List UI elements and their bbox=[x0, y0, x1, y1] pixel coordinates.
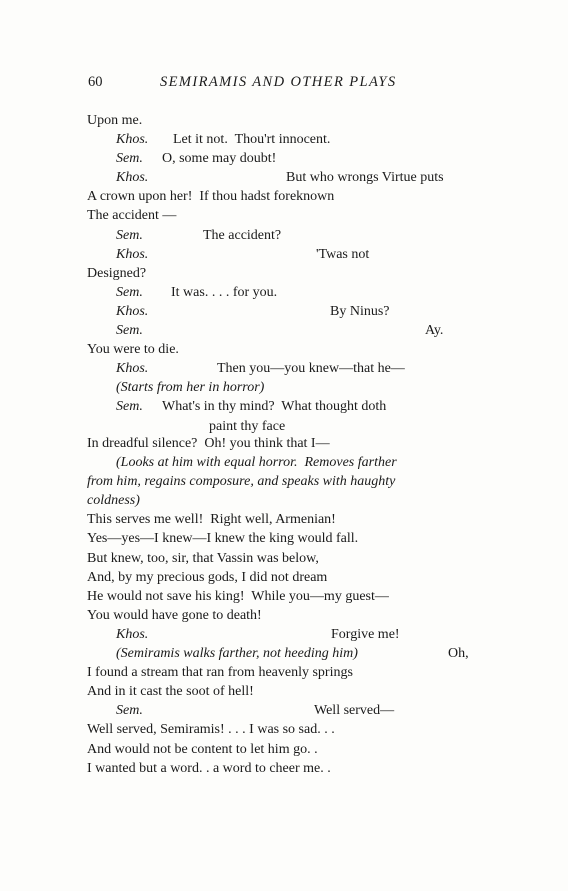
dialogue-text: Yes—yes—I knew—I knew the king would fall. bbox=[87, 531, 359, 547]
text-line bbox=[87, 682, 502, 701]
dialogue-text: Designed? bbox=[87, 265, 147, 281]
text-line bbox=[87, 283, 502, 302]
text-line bbox=[87, 111, 502, 130]
text-line bbox=[87, 701, 502, 720]
text-line bbox=[87, 130, 502, 149]
text-line bbox=[87, 720, 502, 739]
dialogue-text: paint thy face bbox=[209, 418, 286, 434]
text-line bbox=[87, 417, 502, 435]
speaker-name: Khos. bbox=[116, 626, 149, 642]
text-line bbox=[87, 587, 502, 606]
speaker-name: Sem. bbox=[116, 151, 143, 167]
text-line bbox=[87, 453, 502, 472]
speaker-name: Sem. bbox=[116, 227, 143, 243]
dialogue-text: You would have gone to death! bbox=[87, 607, 262, 623]
stage-direction: coldness) bbox=[87, 493, 140, 509]
text-line bbox=[87, 226, 502, 245]
page-number: 60 bbox=[88, 74, 103, 90]
dialogue-text: But who wrongs Virtue puts bbox=[286, 170, 444, 186]
dialogue-text: In dreadful silence? Oh! you think that I— bbox=[87, 436, 330, 451]
text-line bbox=[87, 759, 502, 778]
dialogue-text: Upon me. bbox=[87, 113, 143, 128]
dialogue-text: Forgive me! bbox=[331, 626, 400, 642]
play-text bbox=[87, 111, 502, 778]
text-line bbox=[87, 206, 502, 225]
text-line bbox=[87, 549, 502, 568]
dialogue-text: Let it not. Thou'rt innocent. bbox=[173, 132, 331, 148]
dialogue-text: It was. . . . for you. bbox=[171, 284, 278, 300]
dialogue-text: O, some may doubt! bbox=[162, 151, 277, 167]
dialogue-text: Oh, bbox=[448, 646, 469, 662]
stage-direction: (Looks at him with equal horror. Removes farther bbox=[116, 455, 397, 471]
dialogue-text: I found a stream that ran from heavenly springs bbox=[87, 665, 353, 681]
dialogue-text: This serves me well! Right well, Armenian! bbox=[87, 512, 336, 528]
dialogue-text: A crown upon her! If thou hadst foreknown bbox=[87, 189, 335, 205]
text-line bbox=[87, 340, 502, 359]
page-header bbox=[0, 74, 568, 92]
running-title: SEMIRAMIS AND OTHER PLAYS bbox=[160, 74, 397, 90]
speaker-name: (Semiramis walks farther, not heeding him) bbox=[116, 646, 358, 662]
text-line bbox=[87, 168, 502, 187]
dialogue-text: 'Twas not bbox=[316, 246, 370, 262]
speaker-name: Khos. bbox=[116, 132, 149, 148]
speaker-name: Khos. bbox=[116, 303, 149, 319]
text-line bbox=[87, 472, 502, 491]
text-line bbox=[87, 491, 502, 510]
text-line bbox=[87, 434, 502, 453]
speaker-name: Sem. bbox=[116, 703, 143, 719]
speaker-name: Khos. bbox=[116, 361, 149, 377]
speaker-name: Sem. bbox=[116, 399, 143, 415]
dialogue-text: Ay. bbox=[425, 323, 444, 339]
stage-direction: (Starts from her in horror) bbox=[116, 380, 265, 396]
speaker-name: Sem. bbox=[116, 323, 143, 339]
dialogue-text: The accident? bbox=[203, 227, 282, 243]
text-line bbox=[87, 149, 502, 168]
dialogue-text: And in it cast the soot of hell! bbox=[87, 684, 254, 700]
dialogue-text: What's in thy mind? What thought doth bbox=[162, 399, 387, 415]
dialogue-text: But knew, too, sir, that Vassin was below, bbox=[87, 550, 319, 566]
dialogue-text: Well served, Semiramis! . . . I was so sad. . . bbox=[87, 722, 335, 738]
text-line bbox=[87, 568, 502, 587]
dialogue-text: You were to die. bbox=[87, 342, 179, 358]
text-line bbox=[87, 663, 502, 682]
speaker-name: Khos. bbox=[116, 170, 149, 186]
speaker-name: Sem. bbox=[116, 284, 143, 300]
dialogue-text: The accident — bbox=[87, 208, 177, 224]
text-line bbox=[87, 625, 502, 644]
text-line bbox=[87, 606, 502, 625]
text-line bbox=[87, 644, 502, 663]
text-line bbox=[87, 245, 502, 264]
dialogue-text: And would not be content to let him go. . bbox=[87, 741, 318, 757]
text-line bbox=[87, 378, 502, 397]
dialogue-text: By Ninus? bbox=[330, 303, 390, 319]
text-line bbox=[87, 264, 502, 283]
stage-direction: from him, regains composure, and speaks with haughty bbox=[87, 474, 396, 490]
text-line bbox=[87, 740, 502, 759]
text-line bbox=[87, 302, 502, 321]
text-line bbox=[87, 187, 502, 206]
text-line bbox=[87, 510, 502, 529]
dialogue-text: He would not save his king! While you—my guest— bbox=[87, 588, 389, 604]
text-line bbox=[87, 321, 502, 340]
text-line bbox=[87, 397, 502, 416]
dialogue-text: And, by my precious gods, I did not dream bbox=[87, 569, 328, 585]
text-line bbox=[87, 359, 502, 378]
dialogue-text: I wanted but a word. . a word to cheer me. . bbox=[87, 760, 331, 776]
dialogue-text: Well served— bbox=[314, 703, 395, 719]
text-line bbox=[87, 529, 502, 548]
speaker-name: Khos. bbox=[116, 246, 149, 262]
dialogue-text: Then you—you knew—that he— bbox=[217, 361, 405, 377]
